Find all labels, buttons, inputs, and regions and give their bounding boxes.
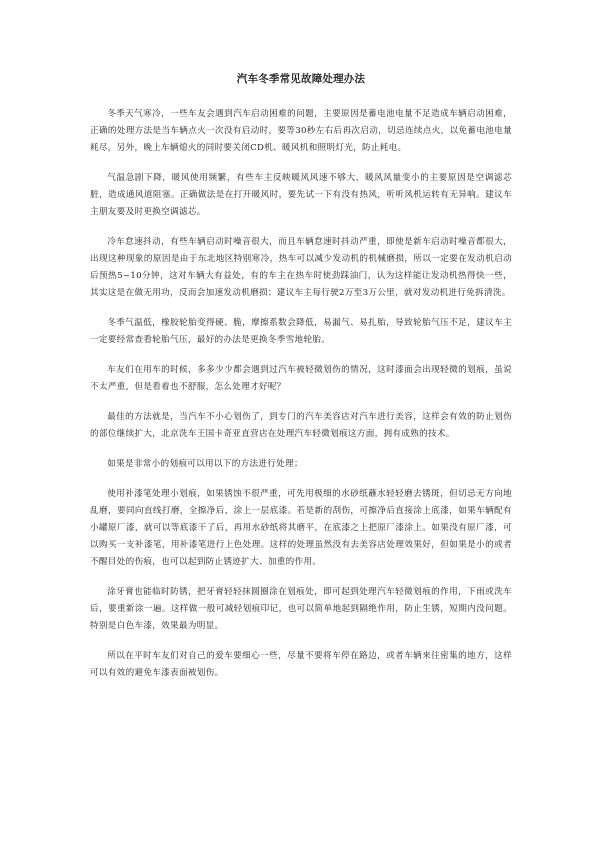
document-title: 汽车冬季常见故障处理办法: [236, 73, 366, 85]
paragraph-scratch-intro: 车友们在用车的时候，多多少少都会遇到过汽车被轻微划伤的情况，这时漆面会出现轻微的划痕，虽说不太严重，但是看着也不舒服，怎么处理才好呢？: [90, 365, 512, 392]
paragraph-toothpaste: 涂牙膏也能临时防锈，把牙膏轻轻抹圆圈涂在划痕处，即可起到处理汽车轻微划痕的作用，下雨或洗车后，要重新涂一遍。这样做一般可减轻划痕印记，也可以简单地起到隔绝作用，防止生锈，短期内没问题。特别是白色车漆，效果最为明显。: [90, 587, 512, 631]
paragraph-battery: 冬季天气寒冷，一些车友会遇到汽车启动困难的问题，主要原因是蓄电池电量不足造成车辆启动困难，正确的处理方法是当车辆点火一次没有启动时，要等30秒左右后再次启动，切忌连续点火，以免蓄电池电量耗尽，另外，晚上车辆熄火的同时要关闭CD机、暖风机和照明灯光，防止耗电。: [90, 109, 512, 153]
paragraph-conclusion: 所以在平时车友们对自己的爱车要细心一些，尽量不要将车停在路边，或者车辆来往密集的地方，这样可以有效的避免车漆表面被划伤。: [90, 651, 512, 678]
paragraph-heater: 气温急剧下降，暖风使用频繁，有些车主反映暖风风速不够大，暖风风量变小的主要原因是空调滤芯脏，造成通风道阻塞。正确做法是在打开暖风时，要先试一下有没有热风，听听风机运转有无异响。建议车主朋友要及时更换空调滤芯。: [90, 173, 512, 217]
paragraph-best-method: 最佳的方法就是，当汽车不小心划伤了，到专门的汽车美容店对汽车进行美容，这样会有效的防止划伤的部位继续扩大，北京洗车王国卡奇亚直营店在处理汽车轻微划痕这方面，拥有成熟的技术。: [90, 412, 512, 439]
paragraph-idle-shake: 冷车怠速抖动，有些车辆启动时噪音很大，而且车辆怠速时抖动严重，即使是新车启动时噪音都很大，出现这种现象的原因是由于东北地区特别寒冷，热车可以减少发动机的机械磨损，所以一定要在发动机启动后预热5~10分钟，这对车辆大有益处，有的车主在热车时使劲踩油门，认为这样能让发动机热得快一些，其实这是在做无用功，反而会加速发动机磨损；建议车主每行驶2万至3万公里，就对发动机进行免拆清洗。: [90, 237, 512, 298]
paragraph-tires: 冬季气温低，橡胶轮胎变得硬、脆，摩擦系数会降低，易漏气、易扎胎，导致轮胎气压不足，建议车主一定要经常查看轮胎气压，最好的办法是更换冬季雪地轮胎。: [90, 318, 512, 345]
paragraph-touch-up-pen: 使用补漆笔处理小划痕，如果锈蚀不很严重，可先用极细的水砂纸蘸水轻轻磨去锈斑，但切忌无方向地乱磨，要同向直线打磨，全擦净后，涂上一层底漆。若是新的刮伤，可擦净后直接涂上底漆，如果车辆配有小罐原厂漆，就可以等底漆干了后，再用水砂纸将其磨平，在底漆之上把原厂漆涂上。如果没有原厂漆，可以购买一支补漆笔，用补漆笔进行上色处理。这样的处理虽然没有去美容店处理效果好，但如果是小的或者不醒目处的伤痕，也可以起到防止锈迹扩大、加重的作用。: [90, 489, 512, 567]
paragraph-small-scratch: 如果是非常小的划痕可以用以下的方法进行处理；: [107, 459, 303, 469]
